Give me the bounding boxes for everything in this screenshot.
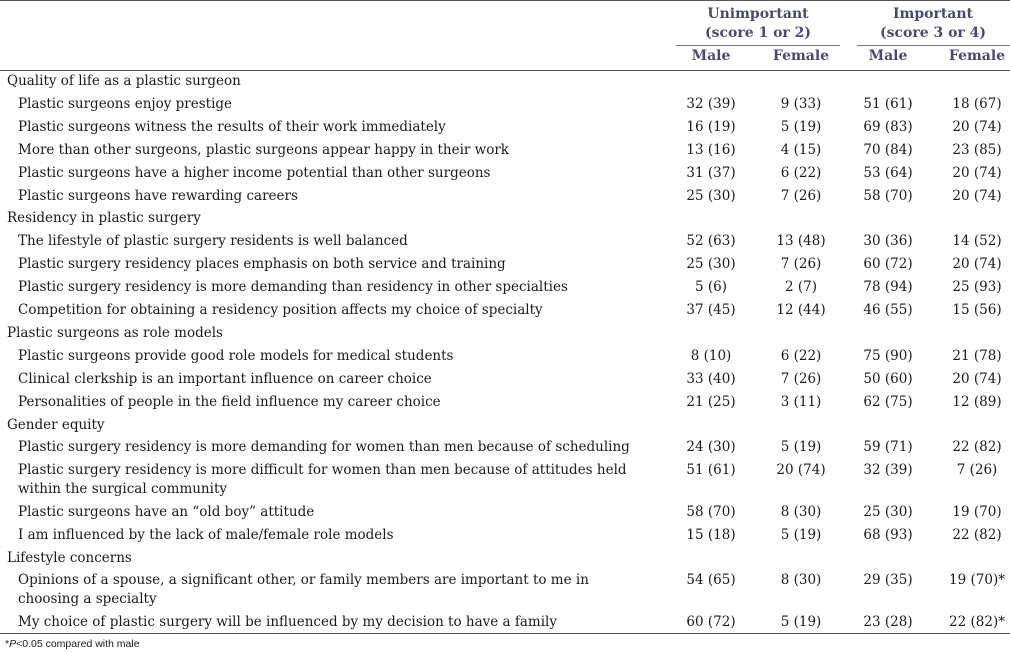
row-label: Plastic surgeons enjoy prestige	[18, 95, 233, 112]
cell-female-unimportant: 20 (74)	[776, 462, 826, 479]
category-label: Plastic surgeons as role models	[7, 324, 223, 341]
cell-female-important: 20 (74)	[952, 370, 1002, 387]
cell-male-unimportant: 5 (6)	[694, 279, 727, 296]
subheader-female-unimportant: Female	[772, 48, 830, 64]
cell-female-important: 14 (52)	[952, 233, 1002, 250]
cell-female-important: 22 (82)	[952, 439, 1002, 456]
cell-female-important: 22 (82)	[952, 526, 1002, 543]
row-label: Opinions of a spouse, a significant other, or family members are important to me in	[18, 572, 589, 589]
cell-male-important: 53 (64)	[863, 164, 913, 181]
row-label: More than other surgeons, plastic surgeons appear happy in their work	[18, 141, 509, 158]
category-label: Quality of life as a plastic surgeon	[7, 73, 241, 89]
group-header-important-title: Important	[892, 6, 974, 22]
cell-female-unimportant: 5 (19)	[780, 439, 822, 456]
cell-male-important: 29 (35)	[863, 572, 913, 589]
cell-female-unimportant: 6 (22)	[780, 164, 822, 181]
cell-male-important: 70 (84)	[863, 141, 913, 158]
cell-male-important: 62 (75)	[863, 393, 913, 410]
top-rule	[0, 0, 1010, 1]
cell-male-important: 46 (55)	[863, 302, 913, 318]
row-label: Plastic surgery residency is more demanding for women than men because of scheduling	[18, 439, 630, 456]
cell-female-unimportant: 8 (30)	[780, 503, 822, 520]
cell-male-unimportant: 21 (25)	[686, 393, 736, 410]
cell-female-unimportant: 9 (33)	[780, 95, 822, 112]
cell-male-unimportant: 24 (30)	[686, 439, 736, 456]
cell-female-unimportant: 7 (26)	[780, 256, 822, 273]
footnote: *P<0.05 compared with male	[5, 638, 140, 650]
cell-male-unimportant: 60 (72)	[686, 613, 736, 630]
bottom-rule	[0, 633, 1010, 634]
header-rule	[0, 70, 1010, 71]
row-label: Plastic surgeons have rewarding careers	[18, 187, 298, 204]
cell-male-important: 58 (70)	[863, 187, 913, 204]
group-header-important	[857, 5, 1009, 43]
cell-male-important: 25 (30)	[863, 503, 913, 520]
cell-female-important: 23 (85)	[952, 141, 1002, 158]
cell-female-important: 20 (74)	[952, 164, 1002, 181]
cell-female-unimportant: 7 (26)	[780, 187, 822, 204]
row-label: My choice of plastic surgery will be influenced by my decision to have a family	[18, 613, 557, 630]
group-underline-important	[857, 45, 1010, 46]
cell-male-important: 23 (28)	[863, 613, 913, 630]
category-label: Residency in plastic surgery	[7, 210, 201, 227]
row-label: Plastic surgery residency is more demanding than residency in other specialties	[18, 279, 568, 296]
cell-female-unimportant: 12 (44)	[776, 302, 826, 318]
cell-female-important: 22 (82)*	[949, 613, 1005, 630]
cell-male-important: 69 (83)	[863, 118, 913, 135]
cell-female-important: 12 (89)	[952, 393, 1002, 410]
cell-female-important: 21 (78)	[952, 347, 1002, 364]
cell-male-important: 68 (93)	[863, 526, 913, 543]
subheader-male-important: Male	[868, 48, 908, 64]
row-label: The lifestyle of plastic surgery residents is well balanced	[18, 233, 408, 250]
cell-male-unimportant: 37 (45)	[686, 302, 736, 318]
cell-female-important: 19 (70)	[952, 503, 1002, 520]
row-label-continued: within the surgical community	[18, 481, 227, 498]
cell-female-unimportant: 3 (11)	[780, 393, 822, 410]
group-header-important-scores: (score 3 or 4)	[879, 25, 987, 41]
group-header-unimportant-scores: (score 1 or 2)	[704, 25, 812, 41]
cell-female-unimportant: 5 (19)	[780, 526, 822, 543]
row-label: Plastic surgeons have a higher income potential than other surgeons	[18, 164, 491, 181]
cell-female-unimportant: 5 (19)	[780, 613, 822, 630]
row-label: Clinical clerkship is an important influence on career choice	[18, 370, 432, 387]
cell-male-unimportant: 33 (40)	[686, 370, 736, 387]
row-label: Competition for obtaining a residency position affects my choice of specialty	[18, 302, 543, 318]
row-label: Plastic surgeons have an “old boy” attitude	[18, 503, 315, 520]
cell-male-unimportant: 51 (61)	[686, 462, 736, 479]
cell-male-important: 30 (36)	[863, 233, 913, 250]
cell-male-important: 32 (39)	[863, 462, 913, 479]
cell-male-important: 50 (60)	[863, 370, 913, 387]
cell-male-important: 60 (72)	[863, 256, 913, 273]
cell-female-unimportant: 8 (30)	[780, 572, 822, 589]
cell-female-unimportant: 6 (22)	[780, 347, 822, 364]
row-label: Personalities of people in the field influence my career choice	[18, 393, 441, 410]
row-label: Plastic surgery residency places emphasis on both service and training	[18, 256, 506, 273]
cell-female-important: 25 (93)	[952, 279, 1002, 296]
cell-male-unimportant: 16 (19)	[686, 118, 736, 135]
cell-female-unimportant: 7 (26)	[780, 370, 822, 387]
cell-female-important: 20 (74)	[952, 187, 1002, 204]
row-label: Plastic surgeons provide good role models for medical students	[18, 347, 454, 364]
cell-male-important: 78 (94)	[863, 279, 913, 296]
cell-female-unimportant: 2 (7)	[784, 279, 817, 296]
cell-male-important: 59 (71)	[863, 439, 913, 456]
cell-female-important: 19 (70)*	[949, 572, 1005, 589]
cell-female-important: 15 (56)	[952, 302, 1002, 318]
cell-female-unimportant: 5 (19)	[780, 118, 822, 135]
row-label-continued: choosing a specialty	[18, 591, 157, 608]
cell-male-unimportant: 58 (70)	[686, 503, 736, 520]
cell-male-unimportant: 54 (65)	[686, 572, 736, 589]
row-label: Plastic surgeons witness the results of their work immediately	[18, 118, 446, 135]
cell-female-unimportant: 4 (15)	[780, 141, 822, 158]
subheader-male-unimportant: Male	[691, 48, 731, 64]
cell-female-important: 20 (74)	[952, 256, 1002, 273]
cell-male-unimportant: 25 (30)	[686, 256, 736, 273]
row-label: I am influenced by the lack of male/female role models	[18, 526, 394, 543]
cell-male-unimportant: 32 (39)	[686, 95, 736, 112]
category-label: Gender equity	[7, 416, 105, 433]
cell-male-unimportant: 31 (37)	[686, 164, 736, 181]
group-header-unimportant-title: Unimportant	[707, 6, 809, 22]
cell-female-important: 20 (74)	[952, 118, 1002, 135]
cell-female-important: 7 (26)	[956, 462, 998, 479]
cell-male-unimportant: 13 (16)	[686, 141, 736, 158]
subheader-female-important: Female	[948, 48, 1006, 64]
cell-female-unimportant: 13 (48)	[776, 233, 826, 250]
cell-male-unimportant: 15 (18)	[686, 526, 736, 543]
cell-male-unimportant: 8 (10)	[690, 347, 732, 364]
cell-male-important: 75 (90)	[863, 347, 913, 364]
cell-male-important: 51 (61)	[863, 95, 913, 112]
cell-female-important: 18 (67)	[952, 95, 1002, 112]
cell-male-unimportant: 25 (30)	[686, 187, 736, 204]
category-label: Lifestyle concerns	[7, 549, 132, 566]
row-label: Plastic surgery residency is more difficult for women than men because of attitudes held	[18, 462, 627, 479]
cell-male-unimportant: 52 (63)	[686, 233, 736, 250]
group-underline-unimportant	[676, 45, 840, 46]
group-header-unimportant	[676, 5, 840, 43]
